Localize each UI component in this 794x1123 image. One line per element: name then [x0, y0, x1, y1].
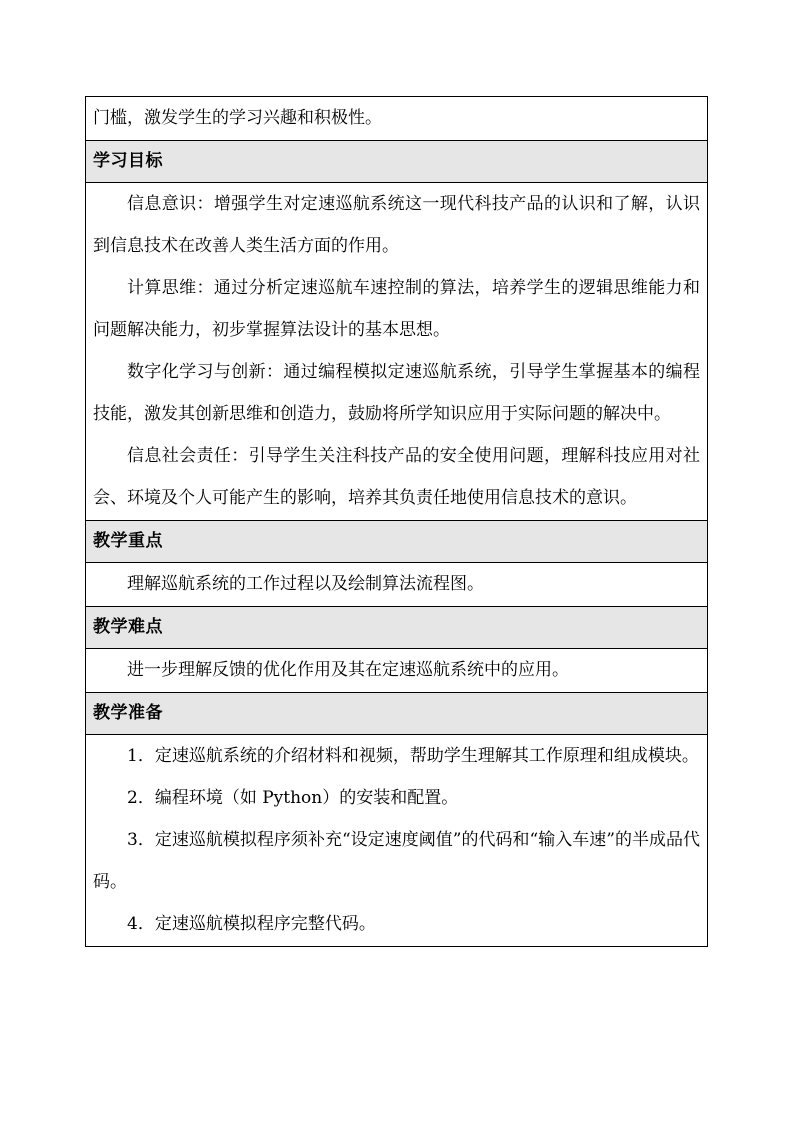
goal-digital-innovation: 数字化学习与创新：通过编程模拟定速巡航系统，引导学生掌握基本的编程技能，激发其创新思维和创造力，鼓励将所学知识应用于实际问题的解决中。: [93, 362, 700, 424]
section-body-row: [86, 183, 708, 521]
section-heading-learning-goals: 学习目标: [86, 141, 708, 183]
continuation-cell: [86, 97, 708, 141]
lesson-plan-table: [85, 96, 708, 947]
key-points-body: [86, 563, 708, 607]
preparation-item-3: 3．定速巡航模拟程序须补充“设定速度阈值”的代码和“输入车速”的半成品代码。: [93, 830, 700, 892]
section-header-row: [86, 693, 708, 735]
learning-goals-body: [86, 183, 708, 521]
section-body-row: [86, 649, 708, 693]
goal-social-responsibility: 信息社会责任：引导学生关注科技产品的安全使用问题，理解科技应用对社会、环境及个人可能产生的影响，培养其负责任地使用信息技术的意识。: [93, 446, 700, 508]
preparation-item-2: 2．编程环境（如 Python）的安装和配置。: [127, 788, 459, 808]
key-point-text: 理解巡航系统的工作过程以及绘制算法流程图。: [127, 574, 484, 594]
section-body-row: [86, 735, 708, 947]
continuation-row: [86, 97, 708, 141]
goal-information-awareness: 信息意识：增强学生对定速巡航系统这一现代科技产品的认识和了解，认识到信息技术在改善人类生活方面的作用。: [93, 194, 700, 256]
preparation-item-1: 1．定速巡航系统的介绍材料和视频，帮助学生理解其工作原理和组成模块。: [127, 746, 699, 766]
section-heading-key-points: 教学重点: [86, 521, 708, 563]
difficulties-body: [86, 649, 708, 693]
goal-computational-thinking: 计算思维：通过分析定速巡航车速控制的算法，培养学生的逻辑思维能力和问题解决能力，初步掌握算法设计的基本思想。: [93, 278, 700, 340]
section-heading-difficulties: 教学难点: [86, 607, 708, 649]
section-body-row: [86, 563, 708, 607]
continuation-text: 门槛，激发学生的学习兴趣和积极性。: [93, 108, 382, 128]
section-header-row: [86, 521, 708, 563]
preparation-body: [86, 735, 708, 947]
section-header-row: [86, 607, 708, 649]
difficulty-text: 进一步理解反馈的优化作用及其在定速巡航系统中的应用。: [127, 660, 569, 680]
section-header-row: [86, 141, 708, 183]
section-heading-preparation: 教学准备: [86, 693, 708, 735]
preparation-item-4: 4．定速巡航模拟程序完整代码。: [127, 914, 376, 934]
